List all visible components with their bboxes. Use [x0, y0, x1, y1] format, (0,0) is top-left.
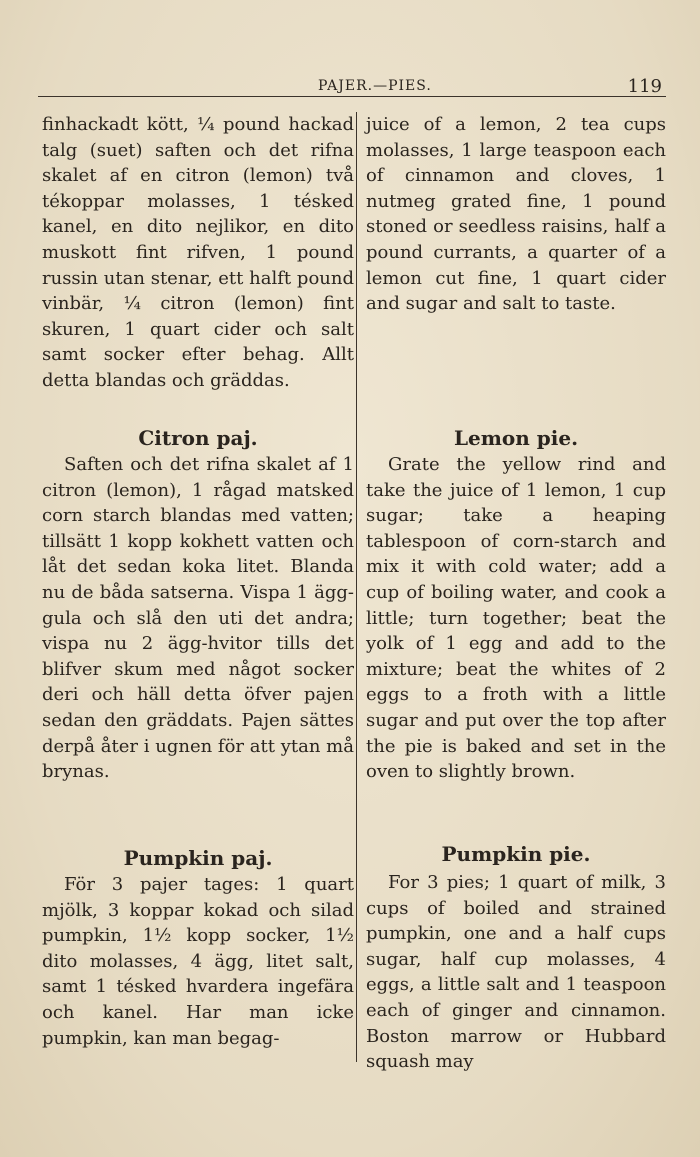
- citron-paj-text: Saften och det rifna skalet af 1 citron (lemon), 1 rågad matsked corn starch blandas med vatten; tillsätt 1 kopp kokhett vatten och låt det sedan koka litet. Blanda nu de båda satserna. Vispa 1 ägg-gula och slå den uti det andra; vispa nu 2 ägg-hvitor tills det blifver skum med något socker deri och häll detta öfver pajen sedan den gräddats. Pajen sättes derpå åter i ugnen för att ytan må brynas.: [42, 454, 354, 783]
- right-continuation-text: juice of a lemon, 2 tea cups molasses, 1 large teaspoon each of cinnamon and cloves, 1 nutmeg grated fine, 1 pound stoned or seedless raisins, half a pound currants, a quarter of a lemon cut fine, 1 quart cider and sugar and salt to taste.: [366, 114, 666, 315]
- running-title: PAJER.—PIES.: [318, 78, 432, 94]
- column-divider: [356, 112, 357, 1062]
- right-column: [366, 112, 666, 1073]
- page-header: [38, 72, 666, 98]
- lemon-pie-title: Lemon pie.: [453, 426, 579, 450]
- page-number: 119: [627, 76, 662, 97]
- pumpkin-pie-title: Pumpkin pie.: [441, 842, 591, 866]
- pumpkin-pie-text: For 3 pies; 1 quart of milk, 3 cups of boiled and strained pumpkin, one and a half cups sugar, half cup molasses, 4 eggs, a little salt and 1 teaspoon each of ginger and cinnamon. Boston marrow or Hubbard squash may: [366, 872, 666, 1073]
- pumpkin-paj-title: Pumpkin paj.: [123, 846, 273, 870]
- pumpkin-paj-text: För 3 pajer tages: 1 quart mjölk, 3 koppar kokad och silad pumpkin, 1½ kopp socker, 1½ dito molasses, 4 ägg, litet salt, samt 1 tésked hvardera ingefära och kanel. Har man icke pumpkin, kan man begag-: [42, 874, 354, 1049]
- left-column: [42, 112, 354, 1049]
- left-continuation-text: finhackadt kött, ¼ pound hackad talg (suet) saften och det rifna skalet af en citron (lemon) två tékoppar molasses, 1 tésked kanel, en dito nejlikor, en dito muskott fint rifven, 1 pound russin utan stenar, ett halft pound vinbär, ¼ citron (lemon) fint skuren, 1 quart cider och salt samt socker efter behag. Allt detta blandas och gräddas.: [42, 114, 354, 391]
- lemon-pie-text: Grate the yellow rind and take the juice of 1 lemon, 1 cup sugar; take a heaping tablespoon of corn-starch and mix it with cold water; add a cup of boiling water, and cook a little; turn together; beat the yolk of 1 egg and add to the mixture; beat the whites of 2 eggs to a froth with a little sugar and put over the top after the pie is baked and set in the oven to slightly brown.: [366, 454, 666, 783]
- header-rule: [38, 96, 666, 97]
- citron-paj-title: Citron paj.: [138, 426, 258, 450]
